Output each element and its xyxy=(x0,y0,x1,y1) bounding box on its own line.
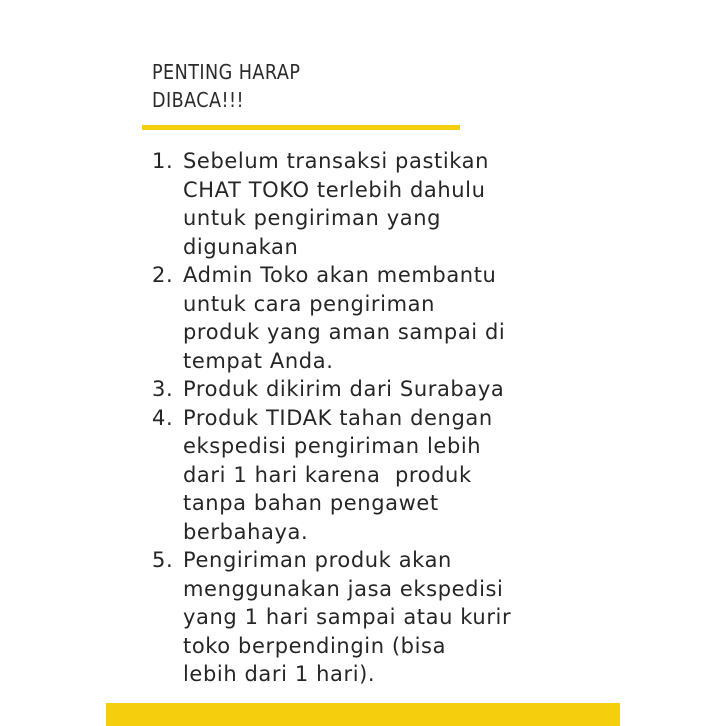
list-item xyxy=(152,375,511,404)
bottom-accent-bar xyxy=(106,703,620,726)
heading-line-1: PENTING HARAP xyxy=(152,60,301,84)
item-number: 5. xyxy=(152,548,174,572)
item-line: Admin Toko akan membantu xyxy=(183,263,497,287)
item-line: lebih dari 1 hari). xyxy=(183,662,376,686)
item-number: 3. xyxy=(152,377,174,401)
item-line: menggunakan jasa ekspedisi xyxy=(183,576,504,601)
item-line: produk yang aman sampai di xyxy=(183,320,506,344)
notice-heading xyxy=(152,58,300,114)
item-line: Produk TIDAK tahan dengan xyxy=(183,405,493,430)
notice-list xyxy=(152,147,511,689)
item-line: tempat Anda. xyxy=(183,348,334,373)
item-number: 2. xyxy=(152,263,174,287)
item-line: ekspedisi pengiriman lebih xyxy=(183,434,482,458)
item-number: 1. xyxy=(152,149,174,173)
item-line: toko berpendingin (bisa xyxy=(183,633,447,658)
item-number: 4. xyxy=(152,405,174,430)
heading-underline-divider xyxy=(142,125,460,130)
item-line: dari 1 hari karena produk xyxy=(183,462,472,487)
item-line: tanpa bahan pengawet xyxy=(183,491,439,515)
item-line: Produk dikirim dari Surabaya xyxy=(183,377,505,401)
item-line: digunakan xyxy=(183,234,299,259)
list-item xyxy=(152,546,511,689)
item-line: CHAT TOKO terlebih dahulu xyxy=(183,177,486,202)
item-line: untuk cara pengiriman xyxy=(183,291,436,316)
item-line: Pengiriman produk akan xyxy=(183,548,452,572)
list-item xyxy=(152,404,511,547)
item-line: Sebelum transaksi pastikan xyxy=(183,149,490,173)
list-item xyxy=(152,147,511,261)
item-line: yang 1 hari sampai atau kurir xyxy=(183,605,512,629)
heading-line-2: DIBACA!!! xyxy=(152,88,245,112)
list-item xyxy=(152,261,511,375)
item-line: berbahaya. xyxy=(183,519,309,544)
item-line: untuk pengiriman yang xyxy=(183,206,442,230)
